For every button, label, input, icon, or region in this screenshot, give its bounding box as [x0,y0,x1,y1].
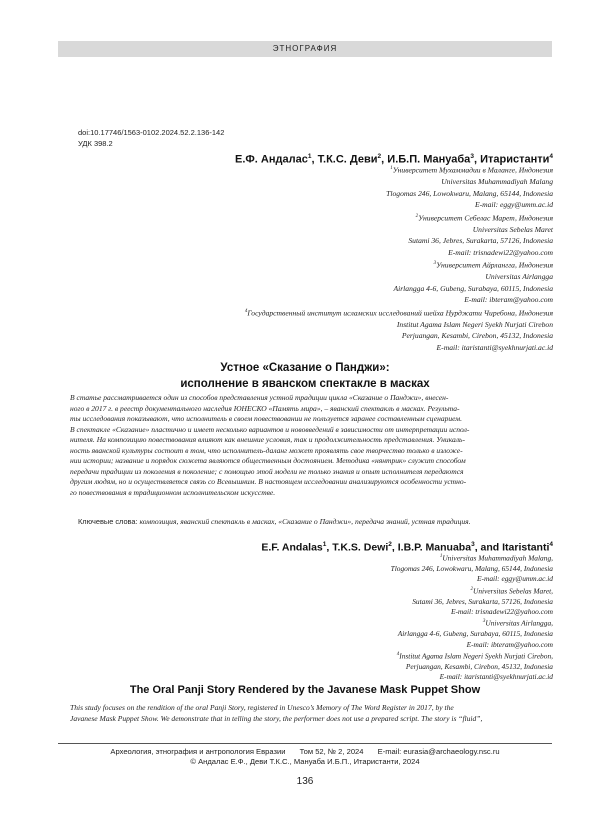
author-separator: , [391,541,398,554]
abstract-line: другим людям, но и осуществляется связь со Всевышним. В настоящем исследовании анализируются особенности устно- [70,477,467,487]
doi[interactable]: doi:10.17746/1563-0102.2024.52.2.136-142 [78,128,225,137]
abstract-line: ты исследования показывают, что исполнитель в своем повествовании не пользуется заранее составленным сценарием. [70,414,463,424]
abstract-line: ность яванской культуры состоит в том, что исполнитель-даланг может проявлять свое творчество только в изложе- [70,445,463,455]
affiliation-sup: 1 [390,166,393,171]
affiliation-text: Sutami 36, Jebres, Surakarta, 57126, Indonesia [408,236,553,246]
affiliation-text: E-mail: itaristanti@syekhnurjati.ac.id [436,342,553,352]
affiliation-line[interactable] [391,574,553,584]
affiliation-text: Университет Себелас Марет, Индонезия [418,213,553,223]
footer-issue: № 2, [327,747,345,756]
affiliation-text: Universitas Airlangga, [485,618,553,628]
author-sup: 2 [377,153,382,160]
author-name: Itaristanti [502,541,550,554]
affiliation-line [245,319,553,331]
author-sup: 4 [549,541,553,548]
author-sup: 3 [471,541,475,548]
affiliation-text: E-mail: ibteram@yahoo.com [464,295,553,305]
page-number: 136 [296,776,314,787]
abstract-line: передачи традиции из поколения в поколение; с помощью этой модели не только знания и опыт исполнителя передаются [70,466,464,476]
affiliation-text: Institut Agama Islam Negeri Syekh Nurjati Cirebon [396,319,553,329]
affiliation-text: E-mail: trisnadewi22@yahoo.com [450,606,553,616]
affiliation-text: E-mail: itaristanti@syekhnurjati.ac.id [439,672,553,682]
affiliation-line [391,662,553,672]
affiliation-line[interactable] [245,294,553,306]
affiliation-line [245,176,553,188]
affiliation-line [391,552,553,564]
abstract-ru [70,393,552,498]
keywords-text: композиция, яванский спектакль в масках, «Сказание о Панджи», передача знаний, устная традиция. [139,517,471,526]
author-name: И.Б.П. Мануаба [387,153,471,166]
affiliation-sup: 3 [482,619,486,625]
author-sup: 2 [388,541,392,548]
abstract-line: В спектакле «Сказание» пластично и имеет несколько вариантов и нововведений в зависимости от интерпретации испол- [70,424,470,434]
title-en: The Oral Panji Story Rendered by the Javanese Mask Puppet Show [129,684,481,696]
affiliation-line [391,650,553,662]
abstract-en [70,703,552,724]
affiliation-line [391,585,553,597]
author-name: E.F. Andalas [261,541,323,554]
affiliation-text: E-mail: eggy@umm.ac.id [474,200,553,210]
affiliation-text: Sutami 36, Jebres, Surakarta, 57126, Indonesia [412,596,553,606]
affiliation-text: Universitas Sebelas Maret, [473,586,553,596]
affiliation-line [245,258,553,271]
affiliation-line [391,617,553,629]
affiliation-line [245,163,553,176]
affiliation-line[interactable] [245,199,553,211]
abstract-line: нителя. На композицию повествования влияют как внешние условия, так и продолжительность представления. Уникаль- [70,435,465,445]
affiliation-text: Institut Agama Islam Negeri Syekh Nurjati Cirebon, [399,651,553,661]
affiliation-text: Perjuangan, Kesambi, Cirebon, 45132, Indonesia [405,661,553,671]
affiliation-line [245,224,553,236]
keywords [78,517,471,526]
abstract-line: В статье рассматривается один из способов представления устной традиции цикла «Сказание о Панджи», внесен- [70,393,449,402]
affiliation-line [245,271,553,283]
affiliation-text: Universitas Sebelas Maret [472,224,553,234]
affiliation-line[interactable] [391,640,553,650]
author-name: T.K.S. Dewi [332,541,389,554]
author-separator: , and [474,541,503,554]
affiliation-line [391,564,553,574]
title-ru-line-1: Устное «Сказание о Панджи»: [220,362,390,374]
author-name: Т.К.С. Деви [317,153,378,166]
affiliation-line [245,211,553,224]
author-sup: 3 [470,153,474,160]
affiliations-ru [245,163,553,353]
abstract-line: Javanese Mask Puppet Show. We demonstrate that in telling the story, the performer does not use a prepared script. The story is “fluid”, [70,713,483,723]
affiliation-line [391,597,553,607]
affiliation-sup: 3 [433,261,437,267]
affiliation-line [245,330,553,342]
footer-journal-line [58,747,552,756]
affiliation-text: Университет Мухаммадии в Маланге, Индонезия [392,165,553,175]
affiliation-text: Airlangga 4-6, Gubeng, Surabaya, 60115, Indonesia [393,283,553,293]
footer-divider [58,743,552,744]
affiliation-text: Universitas Muhammadiyah Malang [441,177,553,187]
affiliation-line [245,283,553,295]
section-title: ЭТНОГРАФИЯ [272,44,338,53]
affiliation-line [391,629,553,639]
affiliation-line[interactable] [245,342,553,354]
author-name: Итаристанти [480,153,550,166]
author-sup: 4 [549,153,553,160]
author-name: I.B.P. Manuaba [397,541,472,554]
affiliation-text: Universitas Muhammadiyah Malang, [442,553,553,563]
affiliation-text: Tlogomas 246, Lowokwaru, Malang, 65144, Indonesia [390,563,553,573]
affiliation-text: E-mail: eggy@umm.ac.id [477,574,553,584]
abstract-line: ного в 2017 г. в реестр документального наследия ЮНЕСКО «Память мира», – яванский спектакль в масках. Результа- [70,403,460,413]
affiliation-text: Государственный институт исламских исследований шейха Нурджати Чиребона, Индонезия [247,308,553,318]
affiliation-line[interactable] [391,607,553,617]
affiliation-sup: 2 [415,213,419,219]
affiliation-line [245,235,553,247]
affiliation-sup: 1 [439,554,443,559]
affiliation-line[interactable] [391,672,553,682]
affiliations-en [391,552,553,683]
affiliation-text: E-mail: trisnadewi22@yahoo.com [448,247,553,257]
authors-ru: Е.Ф. Андалас$^1$, Т.К.С. Деви$^2$, И.Б.П. Мануаба$^3$, Итаристанти$^4$ [235,153,553,166]
footer-email[interactable]: E-mail: eurasia@archaeology.nsc.ru [377,747,500,756]
abstract-line: го повествования в традиционном исполнительском искусстве. [70,487,276,497]
affiliation-text: Airlangga 4-6, Gubeng, Surabaya, 60115, Indonesia [397,629,553,639]
footer-year: 2024 [346,747,364,756]
affiliation-line[interactable] [245,247,553,259]
affiliation-sup: 2 [470,586,474,592]
abstract-line: нии истории; название и порядок сюжета являются общественным достоянием. Методика «нянтрик» служит способом [70,456,466,466]
author-separator: , [326,541,333,554]
footer-journal: Археология, этнография и антропология Евразии [110,747,286,756]
affiliation-sup: 4 [396,652,400,658]
abstract-line: This study focuses on the rendition of the oral Panji Story, registered in Unesco’s Memory of The Word Register in 2017, by the [70,703,454,712]
keywords-label: Ключевые слова: [78,517,138,526]
author-sup: 1 [322,541,327,548]
author-sup: 1 [307,153,312,160]
footer-volume: Том 52, [299,747,326,756]
udk-code: УДК 398.2 [78,139,113,148]
affiliation-text: Universitas Airlangga [485,272,553,282]
affiliation-sup: 4 [244,308,248,314]
affiliation-line [245,306,553,319]
affiliation-line [245,188,553,200]
section-header-bar [58,41,552,57]
footer-copyright: © Андалас Е.Ф., Деви Т.К.С., Мануаба И.Б.П., Итаристанти, 2024 [190,757,420,766]
affiliation-text: Университет Айрлангга, Индонезия [436,260,553,270]
affiliation-text: E-mail: ibteram@yahoo.com [466,639,553,649]
affiliation-text: Tlogomas 246, Lowokwaru, Malang, 65144, Indonesia [386,188,553,198]
author-name: Е.Ф. Андалас [235,153,308,166]
title-ru-line-2: исполнение в яванском спектакле в масках [180,378,430,390]
title-ru [58,360,552,392]
affiliation-text: Perjuangan, Kesambi, Cirebon, 45132, Indonesia [401,331,553,341]
